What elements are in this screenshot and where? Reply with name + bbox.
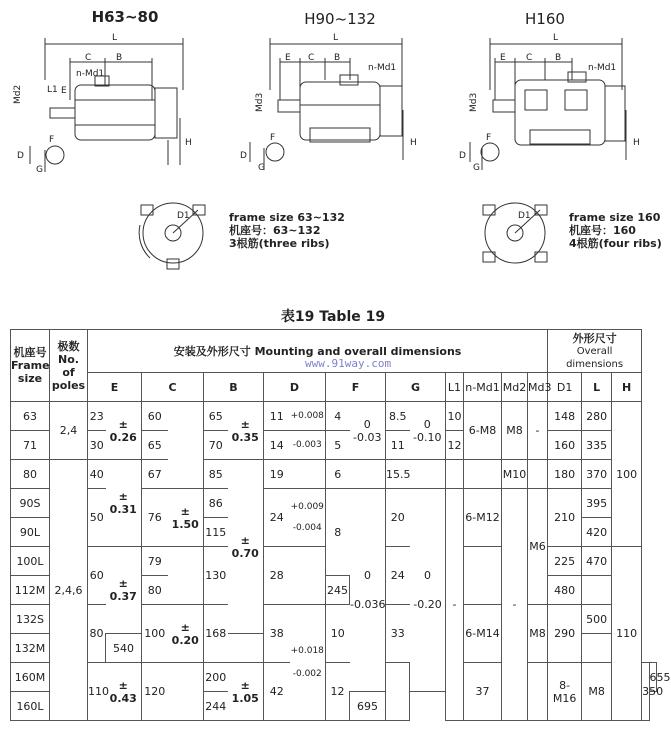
d1-cell: 225: [548, 547, 582, 576]
col-G: G: [386, 373, 446, 402]
f-tol-upper: 0: [364, 569, 371, 582]
frame-cell: 132M: [11, 634, 50, 663]
end-view-three-ribs: [139, 203, 205, 269]
d1-cell: 160: [548, 431, 582, 460]
c-tol-empty: [168, 402, 204, 489]
hdr-poles-cn: 极数: [57, 339, 80, 353]
d-cell: 28: [264, 547, 290, 605]
col-L: L: [582, 373, 612, 402]
caption1-line2: 机座号：63~132: [229, 224, 321, 237]
nmd1-cell: 6-M12: [464, 489, 502, 547]
md2-cell: M8: [502, 402, 528, 460]
col-Md3: Md3: [528, 373, 548, 402]
figure1-drawing: [13, 33, 192, 175]
col-Md2: Md2: [502, 373, 528, 402]
f-cell: 5: [326, 431, 350, 460]
frame-cell: 112M: [11, 576, 50, 605]
hdr-overall-en: Overall dimensions: [566, 345, 624, 370]
c-cell: 65: [142, 431, 168, 460]
frame-cell: 80: [11, 460, 50, 489]
table-row: [11, 402, 657, 431]
nmd1-cell: 8-M16: [548, 663, 582, 721]
l1-cell: 10: [446, 402, 464, 431]
f-tol-empty: [350, 460, 386, 489]
hdr-poles-en2: poles: [51, 378, 86, 392]
fig1-label-L1: L1: [47, 85, 58, 95]
fig2-label-F: F: [270, 133, 276, 143]
figure1-title: H63~80: [91, 8, 159, 26]
g-tol-cell: [410, 402, 446, 460]
c-cell: 60: [142, 402, 168, 431]
caption2-line2: 机座号：160: [569, 224, 636, 237]
end1-label-D1: D1: [177, 211, 190, 221]
fig3-label-H: H: [633, 138, 640, 148]
figure2-title: H90~132: [304, 10, 376, 28]
b-cell: 70: [204, 431, 228, 460]
l1-cell: 12: [446, 431, 464, 460]
g-cell: 15.5: [386, 460, 410, 489]
fig3-label-L: L: [553, 33, 559, 43]
l1-empty: [446, 460, 464, 489]
g-cell: 20: [386, 489, 410, 547]
fig1-label-D: D: [17, 151, 24, 161]
d-tol-empty: [290, 547, 326, 605]
b-cell: 130: [204, 547, 228, 605]
fig3-label-G: G: [473, 163, 480, 173]
d-tol-cell: [290, 605, 326, 721]
fig3-label-Md3: Md3: [469, 92, 479, 112]
b-tol-cell: ± 1.05: [228, 663, 264, 721]
col-C: C: [142, 373, 204, 402]
d1-cell: 350: [642, 663, 649, 721]
d-tol-cell: -0.003: [290, 431, 326, 460]
md2-cell: M10: [502, 460, 528, 489]
c-cell: 120: [142, 663, 168, 721]
d-cell: 38: [264, 605, 290, 663]
f-tol-empty: [386, 663, 410, 721]
fig1-label-G: G: [36, 165, 43, 175]
l-cell: 470: [582, 547, 612, 576]
b-cell: 244: [204, 692, 228, 721]
l-cell: 420: [582, 518, 612, 547]
fig2-label-nMd1: n-Md1: [368, 63, 397, 73]
g-tol-lower: -0.20: [413, 598, 442, 611]
md2-cell: -: [502, 489, 528, 721]
d1-cell: 210: [548, 489, 582, 547]
fig1-label-Md2: Md2: [13, 84, 23, 104]
g-tol-upper: 0: [424, 569, 431, 582]
l-cell: 500: [582, 605, 612, 634]
fig2-label-Md3: Md3: [255, 92, 265, 112]
table-row: [11, 663, 657, 692]
hdr-frame-cn: 机座号: [13, 346, 47, 359]
fig3-label-D: D: [459, 151, 466, 161]
figure3-title: H160: [525, 10, 565, 28]
l-cell: 395: [582, 489, 612, 518]
f-cell: 10: [326, 605, 350, 663]
frame-cell: 90L: [11, 518, 50, 547]
d1-cell: 180: [548, 460, 582, 489]
fig3-label-C: C: [526, 53, 533, 63]
frame-cell: 160L: [11, 692, 50, 721]
g-cell: 24: [386, 547, 410, 605]
g-tol-lower: -0.10: [413, 430, 442, 444]
d-cell: 42: [264, 663, 290, 721]
fig2-label-H: H: [410, 138, 417, 148]
g-cell: 11: [386, 431, 410, 460]
fig2-label-L: L: [333, 33, 339, 43]
f-tol-lower: -0.036: [350, 598, 386, 611]
d-tol-empty: [290, 460, 326, 489]
e-tol-cell: ± 0.37: [106, 547, 142, 634]
d-tol-cell: [290, 489, 326, 547]
col-B: B: [204, 373, 264, 402]
nmd1-cell: 6-M14: [464, 605, 502, 663]
fig3-label-E: E: [500, 53, 506, 63]
nmd1-cell: 6-M8: [464, 402, 502, 460]
l-cell: 480: [548, 576, 582, 605]
e-tol-cell: ± 0.26: [106, 402, 142, 460]
d-tol-lower: -0.004: [292, 522, 322, 533]
header-poles: [50, 330, 88, 402]
poles-cell: 2,4,6: [50, 460, 88, 721]
motor-drawings: [0, 0, 666, 300]
fig1-label-E: E: [61, 86, 67, 96]
caption-three-ribs: [229, 211, 345, 250]
l-cell: 655: [649, 663, 656, 692]
frame-cell: 160M: [11, 663, 50, 692]
end-view-four-ribs: [483, 203, 547, 263]
header-mounting: 安装及外形尺寸 Mounting and overall dimensions: [88, 330, 548, 373]
d-cell: 24: [264, 489, 290, 547]
b-cell: 86: [204, 489, 228, 518]
l-cell: 540: [106, 634, 142, 663]
c-tol-cell: ± 1.50: [168, 489, 204, 547]
l-cell: 335: [582, 431, 612, 460]
d-tol-lower: -0.002: [292, 668, 322, 679]
fig2-label-B: B: [334, 53, 341, 63]
fig2-label-D: D: [240, 151, 247, 161]
frame-cell: 63: [11, 402, 50, 431]
f-cell: 8: [326, 489, 350, 576]
frame-cell: 132S: [11, 605, 50, 634]
nmd1-empty: [464, 460, 502, 489]
table-title: 表19 Table 19: [280, 309, 386, 325]
fig1-label-C: C: [85, 53, 92, 63]
md3-cell: M8: [582, 663, 612, 721]
e-tol-cell: ± 0.43: [106, 663, 142, 721]
poles-cell: 2,4: [50, 402, 88, 460]
d-cell: 14: [264, 431, 290, 460]
fig1-label-H: H: [185, 138, 192, 148]
f-cell: 6: [326, 460, 350, 489]
col-D: D: [264, 373, 326, 402]
hdr-poles-en: No. of: [58, 352, 79, 379]
d1-cell: 290: [548, 605, 582, 663]
table-row: [11, 460, 657, 489]
g-tol-empty: [528, 663, 548, 721]
figure3-drawing: [459, 33, 640, 173]
d1-cell: 245: [326, 576, 350, 605]
c-cell: 80: [142, 576, 168, 605]
d1-cell: 148: [548, 402, 582, 431]
d-cell: 19: [264, 460, 290, 489]
b-tol-cell: ± 0.70: [228, 460, 264, 634]
caption1-line3: 3根筋(three ribs): [229, 237, 330, 250]
l-cell: 370: [582, 460, 612, 489]
f-tol-cell: [350, 489, 386, 692]
caption2-line1: frame size 160: [569, 211, 661, 224]
md3-cell: -: [528, 402, 548, 460]
c-cell: 76: [142, 489, 168, 547]
fig3-label-B: B: [555, 53, 562, 63]
h-cell: 100: [612, 402, 642, 547]
frame-cell: 100L: [11, 547, 50, 576]
fig1-label-B: B: [116, 53, 123, 63]
caption-four-ribs: [569, 211, 662, 250]
e-cell: 110: [88, 663, 106, 721]
end2-label-D1: D1: [518, 211, 531, 221]
col-E: E: [88, 373, 142, 402]
col-nMd1: n-Md1: [464, 373, 502, 402]
c-cell: 67: [142, 460, 168, 489]
md3-cell: M6: [528, 489, 548, 605]
fig2-label-E: E: [285, 53, 291, 63]
fig1-label-nMd1: n-Md1: [76, 69, 105, 79]
c-tol-empty: [168, 663, 204, 721]
b-tol-cell: ± 0.35: [228, 402, 264, 460]
fig1-label-F: F: [49, 135, 55, 145]
d-cell: 11: [264, 402, 290, 431]
figure2-drawing: [240, 33, 417, 173]
d-tol-upper: +0.018: [290, 645, 324, 656]
f-cell: 4: [326, 402, 350, 431]
fig3-label-nMd1: n-Md1: [588, 63, 617, 73]
e-tol-cell: ± 0.31: [106, 460, 142, 547]
col-F: F: [326, 373, 386, 402]
watermark: www.91way.com: [305, 357, 392, 370]
fig3-label-F: F: [486, 133, 492, 143]
fig2-label-C: C: [308, 53, 315, 63]
f-tol-cell: [350, 402, 386, 460]
e-cell: 23: [88, 402, 106, 431]
col-L1: L1: [446, 373, 464, 402]
frame-cell: 90S: [11, 489, 50, 518]
col-H: H: [612, 373, 642, 402]
dimension-table: [10, 329, 671, 721]
b-cell: 65: [204, 402, 228, 431]
h-cell: 110: [612, 547, 642, 721]
d-tol-upper: +0.009: [290, 501, 324, 512]
l-cell: 695: [350, 692, 386, 721]
header-frame-size: [11, 330, 50, 402]
c-tol-cell: ± 0.20: [168, 605, 204, 663]
nmd1-empty: [464, 547, 502, 605]
g-cell: 33: [386, 605, 410, 663]
header-overall: [548, 330, 642, 373]
c-cell: 79: [142, 547, 168, 576]
d-tol-cell: +0.008: [290, 402, 326, 431]
e-cell: 30: [88, 431, 106, 460]
col-D1: D1: [548, 373, 582, 402]
c-cell: 100: [142, 605, 168, 663]
b-cell: 200: [204, 663, 228, 692]
hdr-overall-cn: 外形尺寸: [572, 331, 617, 345]
f-tol-upper: 0: [363, 417, 371, 431]
md3-cell: M8: [528, 605, 548, 663]
g-tol-upper: 0: [423, 417, 431, 431]
caption2-line3: 4根筋(four ribs): [569, 237, 662, 250]
b-cell: 168: [204, 605, 228, 663]
l1-cell: -: [446, 489, 464, 721]
fig1-label-L: L: [112, 33, 118, 43]
e-cell: 50: [88, 489, 106, 547]
c-tol-empty: [168, 547, 204, 605]
caption1-line1: frame size 63~132: [229, 211, 345, 224]
hdr-frame-en: Frame: [11, 359, 50, 372]
fig2-label-G: G: [258, 163, 265, 173]
frame-cell: 71: [11, 431, 50, 460]
hdr-frame-size: size: [17, 372, 43, 385]
e-cell: 80: [88, 605, 106, 663]
e-cell: 40: [88, 460, 106, 489]
md3-empty: [528, 460, 548, 489]
g-cell: 37: [464, 663, 502, 721]
f-cell: 12: [326, 663, 350, 721]
g-tol-cell: [410, 489, 446, 692]
l-cell: 280: [582, 402, 612, 431]
g-cell: 8.5: [386, 402, 410, 431]
e-cell: 60: [88, 547, 106, 605]
b-cell: 85: [204, 460, 228, 489]
f-tol-lower: -0.03: [353, 430, 382, 444]
b-cell: 115: [204, 518, 228, 547]
g-tol-empty: [410, 460, 446, 489]
